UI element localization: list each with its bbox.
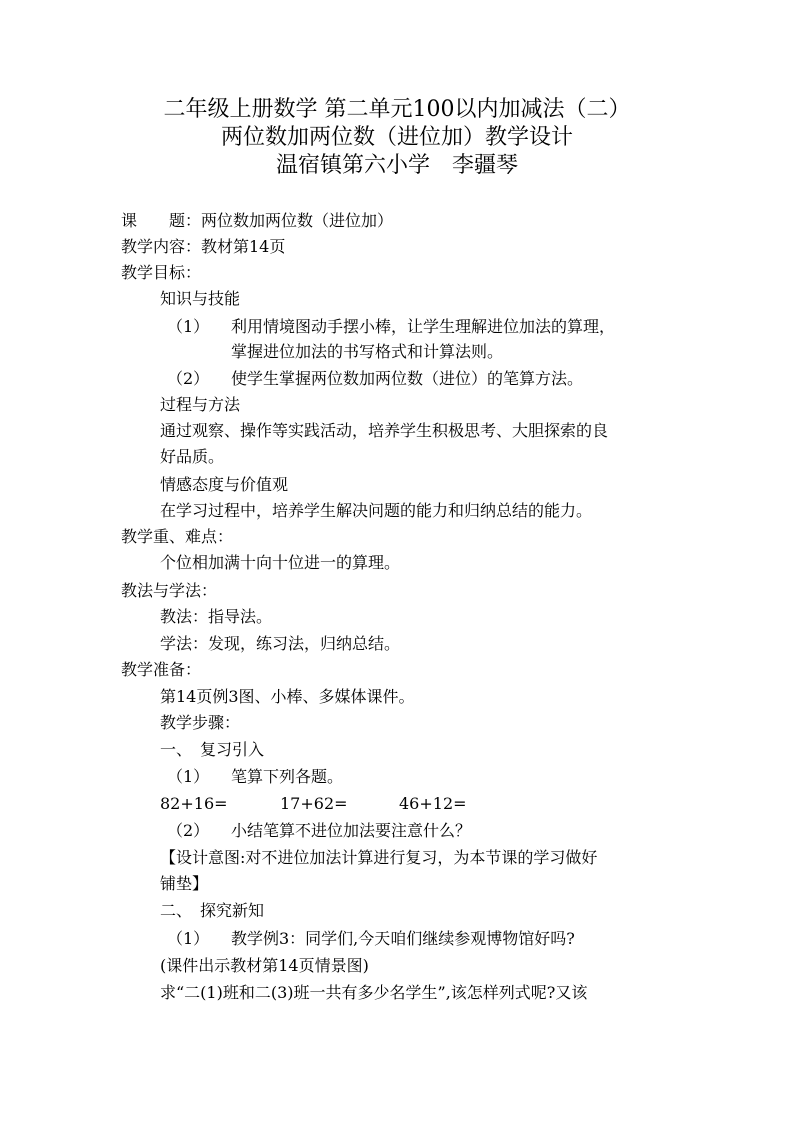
steps-heading: 教学步骤： <box>160 713 241 732</box>
e1-question: 求“二(1)班和二(3)班一共有多少名学生”,该怎样列式呢?又该 <box>160 983 588 1002</box>
doc-title-line-3: 温宿镇第六小学 李疆琴 <box>275 153 518 178</box>
emotion-text: 在学习过程中，培养学生解决问题的能力和归纳总结的能力。 <box>160 501 593 520</box>
course-line <box>121 210 393 232</box>
intent-text-b: 铺垫】 <box>160 874 209 893</box>
emotion-heading: 情感态度与价值观 <box>160 475 289 494</box>
teach-method: 教法：指导法。 <box>160 607 273 626</box>
key-text: 个位相加满十向十位进一的算理。 <box>160 553 401 572</box>
k2-number: （2） <box>167 369 210 388</box>
calc-2: 17+62= <box>280 794 348 813</box>
process-heading: 过程与方法 <box>160 395 241 414</box>
process-text-b: 好品质。 <box>160 447 225 466</box>
course-value: 两位数加两位数（进位加） <box>201 211 394 230</box>
step2-heading: 二、 探究新知 <box>160 901 265 920</box>
intent-text-a: 【设计意图:对不进位加法计算进行复习，为本节课的学习做好 <box>160 848 598 867</box>
s1-number: （1） <box>167 767 210 786</box>
k1-text-b: 掌握进位加法的书写格式和计算法则。 <box>231 342 504 361</box>
method-heading: 教法与学法： <box>121 581 218 600</box>
e1-number: （1） <box>167 929 210 948</box>
s1-text: 笔算下列各题。 <box>231 767 344 786</box>
content-line: 教学内容：教材第14页 <box>121 237 286 256</box>
doc-title-line-1: 二年级上册数学 第二单元100以内加减法（二） <box>163 97 631 122</box>
prep-heading: 教学准备： <box>121 660 202 679</box>
e1-note: (课件出示教材第14页情景图) <box>160 956 369 975</box>
e1-text: 教学例3：同学们,今天咱们继续参观博物馆好吗? <box>231 929 575 948</box>
step1-heading: 一、 复习引入 <box>160 740 265 759</box>
calc-3: 46+12= <box>399 794 467 813</box>
goals-heading: 教学目标： <box>121 263 202 282</box>
k2-text: 使学生掌握两位数加两位数（进位）的笔算方法。 <box>231 369 584 388</box>
s2-number: （2） <box>167 821 210 840</box>
course-label: 课 题： <box>121 211 202 230</box>
process-text-a: 通过观察、操作等实践活动，培养学生积极思考、大胆探索的良 <box>160 421 609 440</box>
k1-text-a: 利用情境图动手摆小棒，让学生理解进位加法的算理， <box>231 317 616 336</box>
doc-title-line-2: 两位数加两位数（进位加）教学设计 <box>220 125 573 150</box>
s2-text: 小结笔算不进位加法要注意什么？ <box>231 821 472 840</box>
knowledge-heading: 知识与技能 <box>160 289 241 308</box>
key-heading: 教学重、难点： <box>121 527 234 546</box>
prep-text: 第14页例3图、小棒、多媒体课件。 <box>160 687 415 706</box>
learn-method: 学法：发现，练习法，归纳总结。 <box>160 634 401 653</box>
calc-1: 82+16= <box>160 794 228 813</box>
k1-number: （1） <box>167 317 210 336</box>
